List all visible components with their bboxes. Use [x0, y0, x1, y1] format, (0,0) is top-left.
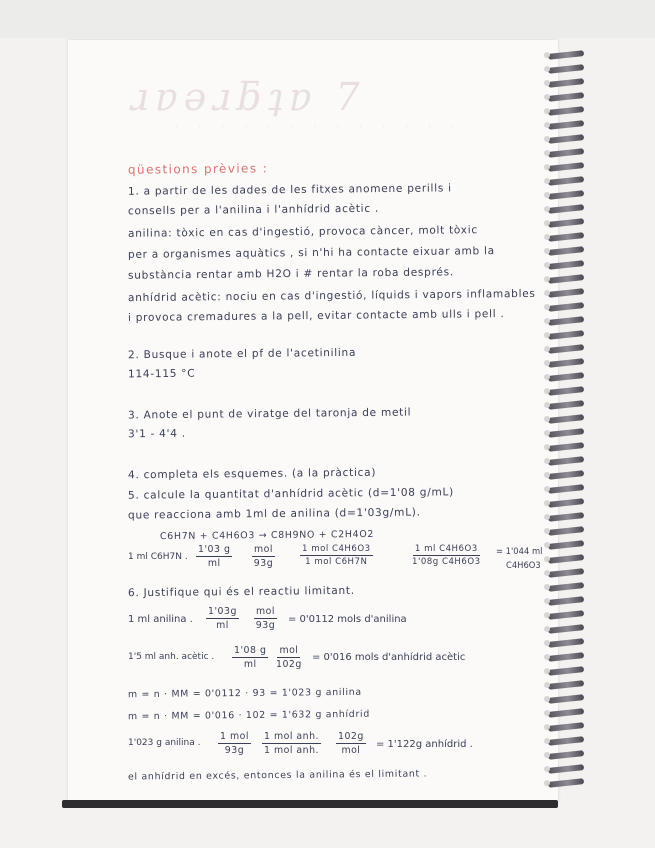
spiral-coil [548, 120, 584, 130]
spiral-coil [548, 232, 584, 242]
spiral-coil [548, 540, 584, 550]
answer-1-line-4: anhídrid acètic: nociu en cas d'ingestió, líquids i vapors inflamables [127, 287, 536, 305]
spiral-coil [548, 596, 584, 606]
bleed-through-heading: ɹɐǝɹƃʇɐ 7 [130, 75, 366, 119]
l1-fraction-1 [206, 606, 239, 631]
spiral-coil [548, 778, 584, 788]
spiral-coil [548, 148, 584, 158]
l2-f2-den: 102g [276, 659, 302, 670]
spiral-coil [548, 400, 584, 410]
spiral-coil [548, 260, 584, 270]
spiral-coil [548, 456, 584, 466]
calc-fraction-2 [252, 544, 275, 569]
binding-hole [544, 654, 550, 660]
binding-hole [544, 164, 550, 170]
binding-hole [544, 458, 550, 464]
calc-f2-num: mol [254, 544, 273, 555]
l3-f2-num: 1 mol anh. [264, 731, 320, 742]
answer-1-line-5: i provoca cremadures a la pell, evitar contacte amb ulls i pell . [127, 308, 505, 324]
binding-hole [544, 766, 550, 772]
bleed-through-line: · · · · · · · · · · · · · [175, 120, 463, 133]
calc-result-bottom: C4H6O3 [506, 560, 541, 570]
binding-hole [544, 668, 550, 674]
answer-1-line-1: anilina: tòxic en cas d'ingestió, provoca càncer, molt tòxic [127, 224, 478, 240]
l3-f3-num: 102g [338, 731, 364, 742]
spiral-coil [548, 428, 584, 438]
spiral-coil [548, 344, 584, 354]
calc-f3-num: 1 mol C4H6O3 [302, 544, 371, 554]
question-3: 3. Anote el punt de viratge del taronja de metil [127, 406, 412, 422]
spiral-coil [548, 162, 584, 172]
calc-lead: 1 ml C6H7N . [128, 552, 188, 562]
spiral-coil [548, 764, 584, 774]
spiral-coil [548, 708, 584, 718]
spiral-coil [548, 694, 584, 704]
spiral-coil [548, 568, 584, 578]
spiral-coil [548, 470, 584, 480]
binding-hole [544, 94, 550, 100]
spiral-coil [548, 106, 584, 116]
binding-hole [544, 500, 550, 506]
l3-lead: 1'023 g anilina . [128, 738, 201, 748]
binding-hole [544, 52, 550, 58]
l2-f2-num: mol [279, 645, 299, 656]
spiral-coil [548, 638, 584, 648]
photo-background [0, 0, 655, 38]
calc-fraction-3 [300, 544, 373, 567]
binding-hole [544, 598, 550, 604]
question-1-line-1: 1. a partir de les dades de les fitxes anomene perills i [127, 182, 452, 198]
calc-f4-den: 1'08g C4H6O3 [412, 557, 481, 567]
binding-hole [544, 150, 550, 156]
spiral-coil [548, 302, 584, 312]
binding-hole [544, 66, 550, 72]
spiral-coil [548, 526, 584, 536]
binding-hole [544, 178, 550, 184]
binding-hole [544, 612, 550, 618]
spiral-binding [548, 52, 588, 792]
spiral-coil [548, 204, 584, 214]
binding-hole [544, 360, 550, 366]
spiral-coil [548, 190, 584, 200]
binding-hole [544, 514, 550, 520]
spiral-coil [548, 484, 584, 494]
question-5-line-2: que reacciona amb 1ml de anilina (d=1'03g/mL). [127, 506, 421, 522]
binding-hole [544, 472, 550, 478]
spiral-coil [548, 218, 584, 228]
spiral-coil [548, 92, 584, 102]
question-4: 4. completa els esquemes. (a la pràctica) [127, 466, 377, 482]
binding-hole [544, 122, 550, 128]
binding-hole [544, 584, 550, 590]
answer-1-line-3: substància rentar amb H2O i # rentar la roba després. [127, 266, 454, 282]
spiral-coil [548, 78, 584, 88]
spiral-coil [548, 722, 584, 732]
spiral-coil [548, 358, 584, 368]
binding-hole [544, 626, 550, 632]
answer-1-line-2: per a organismes aquàtics , si n'hi ha contacte eixuar amb la [127, 245, 495, 261]
spiral-coil [548, 442, 584, 452]
reaction-equation: C6H7N + C4H6O3 → C8H9NO + C2H4O2 [159, 528, 375, 543]
l1-fraction-2 [254, 606, 277, 631]
l2-result: = 0'016 mols d'anhídrid acètic [312, 652, 466, 663]
spiral-coil [548, 736, 584, 746]
binding-hole [544, 374, 550, 380]
binding-hole [544, 388, 550, 394]
spiral-coil [548, 372, 584, 382]
question-2: 2. Busque i anote el pf de l'acetinilina [127, 346, 357, 362]
l3-f3-den: mol [341, 745, 361, 756]
spiral-coil [548, 652, 584, 662]
spiral-coil [548, 176, 584, 186]
spiral-coil [548, 554, 584, 564]
calc-result-top: = 1'044 ml [496, 546, 543, 556]
binding-hole [544, 696, 550, 702]
spiral-coil [548, 274, 584, 284]
binding-hole [544, 220, 550, 226]
binding-hole [544, 248, 550, 254]
spiral-coil [548, 246, 584, 256]
question-1-line-2: consells per a l'anilina i l'anhídrid acètic . [127, 202, 380, 218]
l1-result: = 0'0112 mols d'anilina [288, 614, 407, 625]
spiral-coil [548, 582, 584, 592]
binding-hole [544, 318, 550, 324]
spiral-coil [548, 414, 584, 424]
l3-f2-den: 1 mol anh. [264, 745, 320, 756]
binding-hole [544, 346, 550, 352]
spiral-coil [548, 498, 584, 508]
spiral-coil [548, 50, 584, 60]
spiral-coil [548, 666, 584, 676]
binding-hole [544, 276, 550, 282]
calc-f2-den: 93g [253, 558, 274, 569]
binding-hole [544, 108, 550, 114]
l1-f1-den: ml [216, 620, 229, 631]
l2-f1-den: ml [243, 659, 257, 670]
binding-hole [544, 430, 550, 436]
l3-f1-num: 1 mol [220, 731, 249, 742]
binding-hole [544, 416, 550, 422]
spiral-coil [548, 680, 584, 690]
binding-hole [544, 192, 550, 198]
l3-result: = 1'122g anhídrid . [376, 739, 473, 750]
binding-hole [544, 542, 550, 548]
binding-hole [544, 640, 550, 646]
binding-hole [544, 724, 550, 730]
binding-hole [544, 332, 550, 338]
binding-hole [544, 444, 550, 450]
question-5-line-1: 5. calcule la quantitat d'anhídrid acètic (d=1'08 g/mL) [127, 486, 454, 502]
l1-f2-den: 93g [255, 620, 276, 631]
spiral-coil [548, 624, 584, 634]
binding-hole [544, 234, 550, 240]
binding-hole [544, 556, 550, 562]
binding-hole [544, 752, 550, 758]
spiral-coil [548, 750, 584, 760]
binding-hole [544, 80, 550, 86]
notebook-edge [62, 800, 558, 808]
mass-line-1: m = n · MM = 0'0112 · 93 = 1'023 g anilina [127, 686, 362, 701]
mass-line-2: m = n · MM = 0'016 · 102 = 1'632 g anhídrid [127, 708, 371, 723]
calc-fraction-4 [412, 544, 481, 567]
calc-fraction-1 [196, 544, 232, 569]
spiral-coil [548, 288, 584, 298]
l2-lead: 1'5 ml anh. acètic . [128, 652, 215, 662]
calc-f1-num: 1'03 g [198, 544, 231, 555]
calc-f1-den: ml [207, 558, 221, 569]
spiral-coil [548, 386, 584, 396]
calc-f3-den: 1 mol C6H7N [305, 557, 368, 567]
l1-lead: 1 ml anilina . [128, 614, 193, 625]
spiral-coil [548, 64, 584, 74]
section-title: qüestions prèvies : [127, 161, 269, 177]
binding-hole [544, 304, 550, 310]
answer-3: 3'1 - 4'4 . [127, 427, 186, 441]
binding-hole [544, 738, 550, 744]
conclusion: el anhídrid en excés, entonces la anilina és el limitant . [127, 768, 428, 783]
l1-f2-num: mol [256, 606, 275, 617]
binding-hole [544, 486, 550, 492]
l3-fraction-3 [336, 731, 366, 756]
binding-hole [544, 528, 550, 534]
binding-hole [544, 780, 550, 786]
binding-hole [544, 206, 550, 212]
l3-fraction-1 [218, 731, 251, 756]
binding-hole [544, 570, 550, 576]
question-6: 6. Justifique qui és el reactiu limitant. [127, 584, 355, 600]
spiral-coil [548, 610, 584, 620]
calc-f4-num: 1 ml C4H6O3 [414, 544, 478, 554]
spiral-coil [548, 512, 584, 522]
l2-f1-num: 1'08 g [234, 645, 267, 656]
answer-2: 114-115 °C [127, 367, 196, 381]
l1-f1-num: 1'03g [208, 606, 237, 617]
l3-fraction-2 [262, 731, 321, 756]
l2-fraction-2 [276, 645, 302, 670]
binding-hole [544, 710, 550, 716]
binding-hole [544, 402, 550, 408]
binding-hole [544, 262, 550, 268]
binding-hole [544, 682, 550, 688]
spiral-coil [548, 134, 584, 144]
l2-fraction-1 [232, 645, 268, 670]
spiral-coil [548, 316, 584, 326]
binding-hole [544, 290, 550, 296]
l3-f1-den: 93g [224, 745, 245, 756]
binding-hole [544, 136, 550, 142]
spiral-coil [548, 330, 584, 340]
